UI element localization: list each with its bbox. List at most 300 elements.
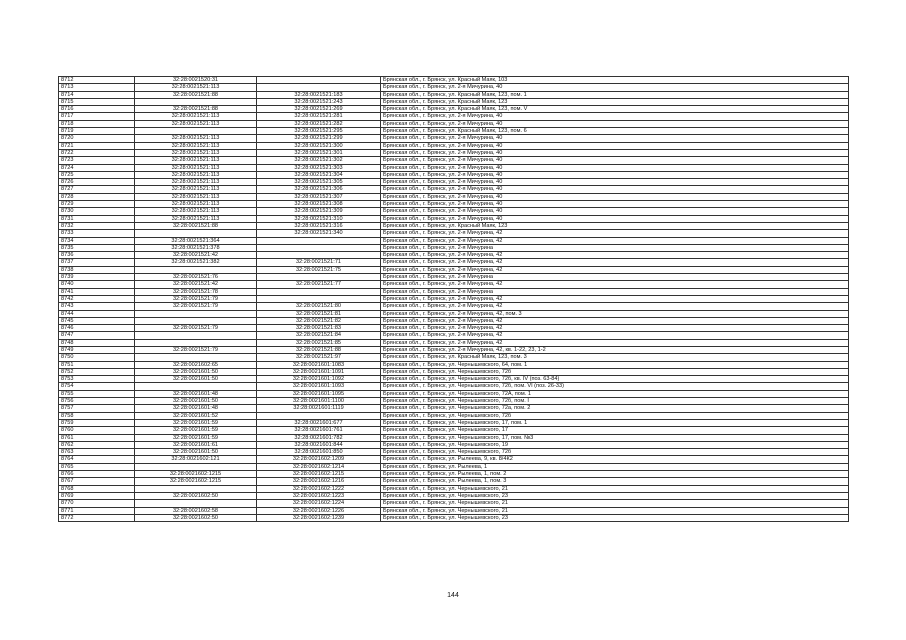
row-number-cell: 8770 [59, 500, 135, 507]
table-row [59, 412, 849, 419]
object-cadastral-number-cell [257, 77, 381, 84]
parcel-cadastral-number-cell: 32:28:0021602:1215 [135, 478, 257, 485]
object-cadastral-number-cell: 32:28:0021521:81 [257, 310, 381, 317]
object-cadastral-number-cell: 32:28:0021521:243 [257, 98, 381, 105]
address-cell: Брянская обл., г. Брянск, ул. 2-я Мичурина, 42 [381, 252, 849, 259]
object-cadastral-number-cell [257, 84, 381, 91]
table-row [59, 317, 849, 324]
object-cadastral-number-cell [257, 288, 381, 295]
table-row [59, 354, 849, 361]
address-cell: Брянская обл., г. Брянск, ул. 2-я Мичурина, 40 [381, 179, 849, 186]
object-cadastral-number-cell [257, 252, 381, 259]
address-cell: Брянская обл., г. Брянск, ул. 2-я Мичурина, 42 [381, 317, 849, 324]
object-cadastral-number-cell [257, 237, 381, 244]
object-cadastral-number-cell: 32:28:0021521:295 [257, 128, 381, 135]
address-cell: Брянская обл., г. Брянск, ул. Красный Маяк, 123, пом. 6 [381, 128, 849, 135]
row-number-cell: 8720 [59, 135, 135, 142]
address-cell: Брянская обл., г. Брянск, ул. Чернышевского, 72А, пом. 1 [381, 390, 849, 397]
parcel-cadastral-number-cell: 32:28:0021601:50 [135, 376, 257, 383]
table-row [59, 201, 849, 208]
address-cell: Брянская обл., г. Брянск, ул. 2-я Мичурина, 42 [381, 325, 849, 332]
address-cell: Брянская обл., г. Брянск, ул. 2-я Мичурина, 40 [381, 84, 849, 91]
address-cell: Брянская обл., г. Брянск, ул. Чернышевского, 21 [381, 507, 849, 514]
address-cell: Брянская обл., г. Брянск, ул. 2-я Мичурина, 40 [381, 208, 849, 215]
address-cell: Брянская обл., г. Брянск, ул. Чернышевского, 21 [381, 485, 849, 492]
table-row [59, 376, 849, 383]
row-number-cell: 8755 [59, 390, 135, 397]
table-row [59, 346, 849, 353]
object-cadastral-number-cell: 32:28:0021521:304 [257, 171, 381, 178]
row-number-cell: 8772 [59, 514, 135, 521]
object-cadastral-number-cell: 32:28:0021601:1093 [257, 383, 381, 390]
parcel-cadastral-number-cell: 32:28:0021521:42 [135, 281, 257, 288]
table-row [59, 368, 849, 375]
object-cadastral-number-cell: 32:28:0021601:1083 [257, 361, 381, 368]
table-row [59, 471, 849, 478]
row-number-cell: 8767 [59, 478, 135, 485]
object-cadastral-number-cell: 32:28:0021601:1100 [257, 398, 381, 405]
table-row [59, 128, 849, 135]
address-cell: Брянская обл., г. Брянск, ул. Рылеева, 1 [381, 463, 849, 470]
parcel-cadastral-number-cell: 32:28:0021521:88 [135, 222, 257, 229]
row-number-cell: 8737 [59, 259, 135, 266]
address-cell: Брянская обл., г. Брянск, ул. 2-я Мичурина, 40 [381, 149, 849, 156]
parcel-cadastral-number-cell [135, 310, 257, 317]
object-cadastral-number-cell: 32:28:0021521:340 [257, 230, 381, 237]
address-cell: Брянская обл., г. Брянск, ул. Чернышевского, 64, пом. 1 [381, 361, 849, 368]
table-row [59, 419, 849, 426]
address-cell: Брянская обл., г. Брянск, ул. 2-я Мичурина, 40 [381, 113, 849, 120]
row-number-cell: 8716 [59, 106, 135, 113]
address-cell: Брянская обл., г. Брянск, ул. 2-я Мичурина, 40 [381, 120, 849, 127]
parcel-cadastral-number-cell: 32:28:0021521:79 [135, 325, 257, 332]
row-number-cell: 8766 [59, 471, 135, 478]
parcel-cadastral-number-cell [135, 98, 257, 105]
address-cell: Брянская обл., г. Брянск, ул. 2-я Мичурина, 42 [381, 303, 849, 310]
address-cell: Брянская обл., г. Брянск, ул. Красный Маяк, 123, пом. 3 [381, 354, 849, 361]
row-number-cell: 8735 [59, 244, 135, 251]
parcel-cadastral-number-cell: 32:28:0021521:88 [135, 91, 257, 98]
object-cadastral-number-cell: 32:28:0021521:83 [257, 325, 381, 332]
object-cadastral-number-cell [257, 295, 381, 302]
parcel-cadastral-number-cell: 32:28:0021521:113 [135, 164, 257, 171]
row-number-cell: 8721 [59, 142, 135, 149]
table-row [59, 266, 849, 273]
parcel-cadastral-number-cell [135, 339, 257, 346]
table-row [59, 222, 849, 229]
row-number-cell: 8771 [59, 507, 135, 514]
address-cell: Брянская обл., г. Брянск, ул. Красный Маяк, 123 [381, 98, 849, 105]
row-number-cell: 8761 [59, 434, 135, 441]
table-row [59, 427, 849, 434]
address-cell: Брянская обл., г. Брянск, ул. Чернышевского, 23 [381, 514, 849, 521]
object-cadastral-number-cell: 32:28:0021601:1119 [257, 405, 381, 412]
cadastral-registry-table [58, 76, 849, 522]
address-cell: Брянская обл., г. Брянск, ул. Чернышевского, 17, пом. 1 [381, 419, 849, 426]
table-row [59, 507, 849, 514]
address-cell: Брянская обл., г. Брянск, ул. 2-я Мичурина, 40 [381, 186, 849, 193]
object-cadastral-number-cell: 32:28:0021602:1214 [257, 463, 381, 470]
table-row [59, 405, 849, 412]
row-number-cell: 8742 [59, 295, 135, 302]
table-row [59, 478, 849, 485]
table-row [59, 383, 849, 390]
object-cadastral-number-cell: 32:28:0021602:1224 [257, 500, 381, 507]
parcel-cadastral-number-cell: 32:28:0021521:76 [135, 274, 257, 281]
table-row [59, 149, 849, 156]
parcel-cadastral-number-cell: 32:28:0021601:48 [135, 405, 257, 412]
row-number-cell: 8734 [59, 237, 135, 244]
object-cadastral-number-cell: 32:28:0021521:75 [257, 266, 381, 273]
address-cell: Брянская обл., г. Брянск, ул. 2-я Мичурина, 42, пом. 3 [381, 310, 849, 317]
address-cell: Брянская обл., г. Брянск, ул. Чернышевского, 19 [381, 441, 849, 448]
row-number-cell: 8722 [59, 149, 135, 156]
table-row [59, 120, 849, 127]
parcel-cadastral-number-cell [135, 266, 257, 273]
parcel-cadastral-number-cell: 32:28:0021521:113 [135, 171, 257, 178]
row-number-cell: 8769 [59, 492, 135, 499]
parcel-cadastral-number-cell: 32:28:0021521:113 [135, 208, 257, 215]
object-cadastral-number-cell: 32:28:0021521:282 [257, 120, 381, 127]
address-cell: Брянская обл., г. Брянск, ул. Рылеева, 9, кв. 8/4К2 [381, 456, 849, 463]
table-row [59, 186, 849, 193]
address-cell: Брянская обл., г. Брянск, ул. Чернышевского, 21 [381, 500, 849, 507]
object-cadastral-number-cell: 32:28:0021521:88 [257, 346, 381, 353]
table-row [59, 492, 849, 499]
parcel-cadastral-number-cell: 32:28:0021521:42 [135, 252, 257, 259]
address-cell: Брянская обл., г. Брянск, ул. 2-я Мичурина, 42 [381, 281, 849, 288]
parcel-cadastral-number-cell: 32:28:0021602:65 [135, 361, 257, 368]
parcel-cadastral-number-cell: 32:28:0021602:50 [135, 492, 257, 499]
row-number-cell: 8756 [59, 398, 135, 405]
row-number-cell: 8738 [59, 266, 135, 273]
address-cell: Брянская обл., г. Брянск, ул. 2-я Мичурина, 40 [381, 201, 849, 208]
row-number-cell: 8727 [59, 186, 135, 193]
row-number-cell: 8718 [59, 120, 135, 127]
object-cadastral-number-cell: 32:28:0021601:761 [257, 427, 381, 434]
address-cell: Брянская обл., г. Брянск, ул. 2-я Мичурина [381, 244, 849, 251]
address-cell: Брянская обл., г. Брянск, ул. 2-я Мичурина, 40 [381, 157, 849, 164]
table-row [59, 171, 849, 178]
parcel-cadastral-number-cell: 32:28:0021521:378 [135, 244, 257, 251]
parcel-cadastral-number-cell: 32:28:0021521:113 [135, 193, 257, 200]
row-number-cell: 8743 [59, 303, 135, 310]
row-number-cell: 8744 [59, 310, 135, 317]
object-cadastral-number-cell: 32:28:0021521:305 [257, 179, 381, 186]
address-cell: Брянская обл., г. Брянск, ул. 2-я Мичурина, 42, кв. 1-22, 23, 1-2 [381, 346, 849, 353]
row-number-cell: 8712 [59, 77, 135, 84]
table-row [59, 84, 849, 91]
parcel-cadastral-number-cell: 32:28:0021521:113 [135, 157, 257, 164]
parcel-cadastral-number-cell [135, 485, 257, 492]
table-row [59, 179, 849, 186]
row-number-cell: 8729 [59, 201, 135, 208]
object-cadastral-number-cell: 32:28:0021602:1223 [257, 492, 381, 499]
object-cadastral-number-cell: 32:28:0021601:782 [257, 434, 381, 441]
table-row [59, 98, 849, 105]
address-cell: Брянская обл., г. Брянск, ул. Чернышевского, 72б [381, 449, 849, 456]
row-number-cell: 8764 [59, 456, 135, 463]
row-number-cell: 8740 [59, 281, 135, 288]
table-row [59, 303, 849, 310]
table-row [59, 456, 849, 463]
parcel-cadastral-number-cell: 32:28:0021521:113 [135, 120, 257, 127]
parcel-cadastral-number-cell [135, 500, 257, 507]
object-cadastral-number-cell: 32:28:0021602:1209 [257, 456, 381, 463]
object-cadastral-number-cell: 32:28:0021521:308 [257, 201, 381, 208]
row-number-cell: 8714 [59, 91, 135, 98]
object-cadastral-number-cell: 32:28:0021601:1095 [257, 390, 381, 397]
row-number-cell: 8762 [59, 441, 135, 448]
parcel-cadastral-number-cell: 32:28:0021601:48 [135, 390, 257, 397]
object-cadastral-number-cell [257, 274, 381, 281]
address-cell: Брянская обл., г. Брянск, ул. Красный Маяк, 123, пом. 1 [381, 91, 849, 98]
object-cadastral-number-cell: 32:28:0021521:82 [257, 317, 381, 324]
table-row [59, 274, 849, 281]
address-cell: Брянская обл., г. Брянск, ул. Чернышевского, 17 [381, 427, 849, 434]
object-cadastral-number-cell: 32:28:0021602:1215 [257, 471, 381, 478]
parcel-cadastral-number-cell: 32:28:0021521:79 [135, 346, 257, 353]
object-cadastral-number-cell: 32:28:0021521:302 [257, 157, 381, 164]
parcel-cadastral-number-cell: 32:28:0021521:113 [135, 179, 257, 186]
parcel-cadastral-number-cell: 32:28:0021521:113 [135, 135, 257, 142]
parcel-cadastral-number-cell: 32:28:0021521:113 [135, 84, 257, 91]
table-row [59, 514, 849, 521]
row-number-cell: 8758 [59, 412, 135, 419]
row-number-cell: 8732 [59, 222, 135, 229]
parcel-cadastral-number-cell: 32:28:0021601:52 [135, 412, 257, 419]
registry-table-body [59, 77, 849, 522]
table-row [59, 325, 849, 332]
address-cell: Брянская обл., г. Брянск, ул. Чернышевского, 72б, кв. IV (поз. 63-84) [381, 376, 849, 383]
object-cadastral-number-cell: 32:28:0021521:299 [257, 135, 381, 142]
table-row [59, 500, 849, 507]
address-cell: Брянская обл., г. Брянск, ул. 2-я Мичурина, 40 [381, 142, 849, 149]
row-number-cell: 8748 [59, 339, 135, 346]
table-row [59, 398, 849, 405]
address-cell: Брянская обл., г. Брянск, ул. Чернышевского, 17, пом. №3 [381, 434, 849, 441]
row-number-cell: 8750 [59, 354, 135, 361]
row-number-cell: 8757 [59, 405, 135, 412]
table-row [59, 142, 849, 149]
parcel-cadastral-number-cell [135, 230, 257, 237]
table-row [59, 244, 849, 251]
table-row [59, 106, 849, 113]
parcel-cadastral-number-cell: 32:28:0021521:79 [135, 295, 257, 302]
object-cadastral-number-cell: 32:28:0021521:85 [257, 339, 381, 346]
address-cell: Брянская обл., г. Брянск, ул. Рылеева, 1, пом. 3 [381, 478, 849, 485]
row-number-cell: 8736 [59, 252, 135, 259]
row-number-cell: 8763 [59, 449, 135, 456]
row-number-cell: 8754 [59, 383, 135, 390]
address-cell: Брянская обл., г. Брянск, ул. Чернышевского, 72б, пом. I [381, 398, 849, 405]
object-cadastral-number-cell: 32:28:0021521:310 [257, 215, 381, 222]
table-row [59, 339, 849, 346]
row-number-cell: 8749 [59, 346, 135, 353]
address-cell: Брянская обл., г. Брянск, ул. Чернышевского, 72б, пом. VI (поз. 26-33) [381, 383, 849, 390]
table-row [59, 215, 849, 222]
object-cadastral-number-cell: 32:28:0021521:84 [257, 332, 381, 339]
object-cadastral-number-cell: 32:28:0021602:1226 [257, 507, 381, 514]
parcel-cadastral-number-cell: 32:28:0021601:59 [135, 427, 257, 434]
object-cadastral-number-cell: 32:28:0021521:301 [257, 149, 381, 156]
row-number-cell: 8719 [59, 128, 135, 135]
object-cadastral-number-cell: 32:28:0021602:1239 [257, 514, 381, 521]
row-number-cell: 8753 [59, 376, 135, 383]
table-row [59, 252, 849, 259]
address-cell: Брянская обл., г. Брянск, ул. 2-я Мичурина, 40 [381, 135, 849, 142]
object-cadastral-number-cell: 32:28:0021521:97 [257, 354, 381, 361]
parcel-cadastral-number-cell: 32:28:0021521:382 [135, 259, 257, 266]
object-cadastral-number-cell: 32:28:0021521:183 [257, 91, 381, 98]
table-row [59, 157, 849, 164]
parcel-cadastral-number-cell [135, 354, 257, 361]
address-cell: Брянская обл., г. Брянск, ул. 2-я Мичурина [381, 288, 849, 295]
table-row [59, 77, 849, 84]
object-cadastral-number-cell: 32:28:0021601:844 [257, 441, 381, 448]
parcel-cadastral-number-cell: 32:28:0021602:50 [135, 514, 257, 521]
address-cell: Брянская обл., г. Брянск, ул. Чернышевского, 72а, пом. 2 [381, 405, 849, 412]
page-number: 144 [447, 592, 459, 599]
row-number-cell: 8725 [59, 171, 135, 178]
address-cell: Брянская обл., г. Брянск, ул. 2-я Мичурина, 42 [381, 237, 849, 244]
row-number-cell: 8713 [59, 84, 135, 91]
object-cadastral-number-cell: 32:28:0021521:71 [257, 259, 381, 266]
object-cadastral-number-cell: 32:28:0021521:307 [257, 193, 381, 200]
parcel-cadastral-number-cell: 32:28:0021521:78 [135, 288, 257, 295]
table-row [59, 208, 849, 215]
object-cadastral-number-cell: 32:28:0021521:300 [257, 142, 381, 149]
parcel-cadastral-number-cell: 32:28:0021602:121 [135, 456, 257, 463]
row-number-cell: 8747 [59, 332, 135, 339]
row-number-cell: 8723 [59, 157, 135, 164]
address-cell: Брянская обл., г. Брянск, ул. Красный Маяк, 123 [381, 222, 849, 229]
object-cadastral-number-cell: 32:28:0021521:281 [257, 113, 381, 120]
row-number-cell: 8731 [59, 215, 135, 222]
parcel-cadastral-number-cell [135, 463, 257, 470]
object-cadastral-number-cell: 32:28:0021521:77 [257, 281, 381, 288]
address-cell: Брянская обл., г. Брянск, ул. Красный Маяк, 123, пом. V [381, 106, 849, 113]
table-row [59, 230, 849, 237]
address-cell: Брянская обл., г. Брянск, ул. Чернышевского, 72б [381, 368, 849, 375]
row-number-cell: 8726 [59, 179, 135, 186]
table-row [59, 91, 849, 98]
parcel-cadastral-number-cell: 32:28:0021520:31 [135, 77, 257, 84]
parcel-cadastral-number-cell: 32:28:0021601:50 [135, 449, 257, 456]
row-number-cell: 8760 [59, 427, 135, 434]
table-row [59, 310, 849, 317]
parcel-cadastral-number-cell: 32:28:0021521:113 [135, 201, 257, 208]
row-number-cell: 8751 [59, 361, 135, 368]
parcel-cadastral-number-cell: 32:28:0021521:113 [135, 142, 257, 149]
address-cell: Брянская обл., г. Брянск, ул. Рылеева, 1, пом. 2 [381, 471, 849, 478]
parcel-cadastral-number-cell: 32:28:0021521:113 [135, 113, 257, 120]
object-cadastral-number-cell: 32:28:0021601:677 [257, 419, 381, 426]
row-number-cell: 8759 [59, 419, 135, 426]
row-number-cell: 8728 [59, 193, 135, 200]
row-number-cell: 8715 [59, 98, 135, 105]
object-cadastral-number-cell: 32:28:0021601:1092 [257, 376, 381, 383]
row-number-cell: 8765 [59, 463, 135, 470]
table-row [59, 113, 849, 120]
parcel-cadastral-number-cell [135, 332, 257, 339]
address-cell: Брянская обл., г. Брянск, ул. 2-я Мичурина, 40 [381, 164, 849, 171]
parcel-cadastral-number-cell: 32:28:0021521:88 [135, 106, 257, 113]
object-cadastral-number-cell: 32:28:0021521:309 [257, 208, 381, 215]
address-cell: Брянская обл., г. Брянск, ул. 2-я Мичурина, 40 [381, 193, 849, 200]
parcel-cadastral-number-cell: 32:28:0021602:1215 [135, 471, 257, 478]
object-cadastral-number-cell: 32:28:0021601:850 [257, 449, 381, 456]
address-cell: Брянская обл., г. Брянск, ул. 2-я Мичурина, 42 [381, 339, 849, 346]
address-cell: Брянская обл., г. Брянск, ул. 2-я Мичурина, 42 [381, 295, 849, 302]
parcel-cadastral-number-cell: 32:28:0021601:59 [135, 434, 257, 441]
object-cadastral-number-cell: 32:28:0021521:269 [257, 106, 381, 113]
table-row [59, 449, 849, 456]
address-cell: Брянская обл., г. Брянск, ул. 2-я Мичурина, 40 [381, 171, 849, 178]
address-cell: Брянская обл., г. Брянск, ул. Красный Маяк, 103 [381, 77, 849, 84]
row-number-cell: 8730 [59, 208, 135, 215]
table-row [59, 259, 849, 266]
address-cell: Брянская обл., г. Брянск, ул. 2-я Мичурина, 40 [381, 215, 849, 222]
object-cadastral-number-cell: 32:28:0021521:306 [257, 186, 381, 193]
address-cell: Брянская обл., г. Брянск, ул. 2-я Мичурина, 42 [381, 230, 849, 237]
parcel-cadastral-number-cell: 32:28:0021602:58 [135, 507, 257, 514]
table-row [59, 463, 849, 470]
row-number-cell: 8733 [59, 230, 135, 237]
address-cell: Брянская обл., г. Брянск, ул. 2-я Мичурина, 42 [381, 266, 849, 273]
parcel-cadastral-number-cell: 32:28:0021601:59 [135, 419, 257, 426]
object-cadastral-number-cell: 32:28:0021601:1091 [257, 368, 381, 375]
address-cell: Брянская обл., г. Брянск, ул. Чернышевского, 23 [381, 492, 849, 499]
row-number-cell: 8746 [59, 325, 135, 332]
object-cadastral-number-cell [257, 412, 381, 419]
parcel-cadastral-number-cell [135, 317, 257, 324]
table-row [59, 288, 849, 295]
address-cell: Брянская обл., г. Брянск, ул. Чернышевского, 72б [381, 412, 849, 419]
table-row [59, 434, 849, 441]
object-cadastral-number-cell: 32:28:0021602:1222 [257, 485, 381, 492]
parcel-cadastral-number-cell: 32:28:0021521:113 [135, 149, 257, 156]
parcel-cadastral-number-cell [135, 383, 257, 390]
address-cell: Брянская обл., г. Брянск, ул. 2-я Мичурина, 42 [381, 332, 849, 339]
object-cadastral-number-cell [257, 244, 381, 251]
row-number-cell: 8717 [59, 113, 135, 120]
table-row [59, 281, 849, 288]
row-number-cell: 8724 [59, 164, 135, 171]
parcel-cadastral-number-cell: 32:28:0021521:364 [135, 237, 257, 244]
table-row [59, 332, 849, 339]
table-row [59, 441, 849, 448]
row-number-cell: 8768 [59, 485, 135, 492]
parcel-cadastral-number-cell: 32:28:0021601:50 [135, 368, 257, 375]
table-row [59, 295, 849, 302]
address-cell: Брянская обл., г. Брянск, ул. 2-я Мичурина [381, 274, 849, 281]
row-number-cell: 8752 [59, 368, 135, 375]
parcel-cadastral-number-cell: 32:28:0021601:50 [135, 398, 257, 405]
table-row [59, 485, 849, 492]
parcel-cadastral-number-cell: 32:28:0021521:79 [135, 303, 257, 310]
object-cadastral-number-cell: 32:28:0021521:316 [257, 222, 381, 229]
table-row [59, 193, 849, 200]
table-row [59, 237, 849, 244]
table-row [59, 135, 849, 142]
parcel-cadastral-number-cell: 32:28:0021601:61 [135, 441, 257, 448]
row-number-cell: 8741 [59, 288, 135, 295]
parcel-cadastral-number-cell: 32:28:0021521:113 [135, 215, 257, 222]
address-cell: Брянская обл., г. Брянск, ул. 2-я Мичурина, 42 [381, 259, 849, 266]
object-cadastral-number-cell: 32:28:0021602:1216 [257, 478, 381, 485]
row-number-cell: 8739 [59, 274, 135, 281]
